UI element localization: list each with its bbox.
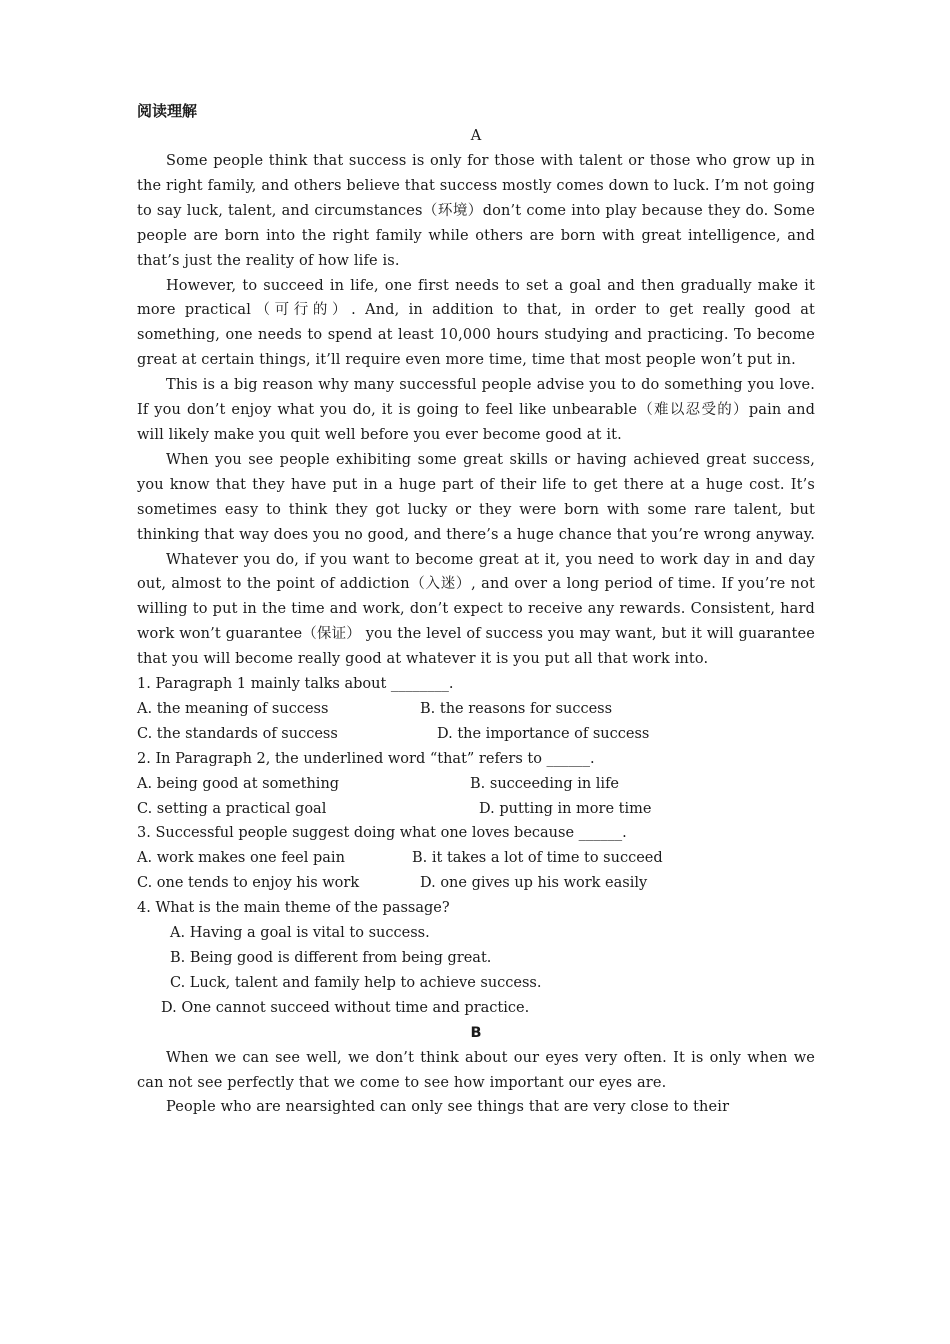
question-4-option-b: B. Being good is different from being great. bbox=[170, 949, 492, 966]
question-4-stem: 4. What is the main theme of the passage? bbox=[137, 900, 450, 917]
question-4-option-c: C. Luck, talent and family help to achieve success. bbox=[170, 974, 542, 991]
question-2-options-row-2 bbox=[137, 797, 815, 822]
question-2-option-d: D. putting in more time bbox=[479, 800, 652, 817]
question-3-options-row-1 bbox=[137, 846, 815, 871]
question-3-option-b: B. it takes a lot of time to succeed bbox=[412, 850, 663, 867]
question-2-stem: 2. In Paragraph 2, the underlined word “that” refers to ______. bbox=[137, 750, 595, 767]
passage-b-paragraph-2: People who are nearsighted can only see things that are very close to their bbox=[166, 1099, 730, 1116]
question-3-option-c: C. one tends to enjoy his work bbox=[137, 875, 360, 892]
passage-a-paragraph-2: However, to succeed in life, one first needs to set a goal and then gradually make it more practical（可行的）. And, in addition to that, in order to get really good at something, one needs to spend at least 10,000 hours studying and practicing. To become great at certain things, it’ll require even more time, time that most people won’t put in. bbox=[137, 277, 815, 369]
passage-a-paragraph-5: Whatever you do, if you want to become great at it, you need to work day in and day out, almost to the point of addiction（入迷）, and over a long period of time. If you’re not willing to put in the time and work, don’t expect to receive any rewards. Consistent, hard work won’t guarantee（保证） you the level of success you may want, but it will guarantee that you will become really good at whatever it is you put all that work into. bbox=[137, 551, 815, 668]
passage-b-paragraph-1: When we can see well, we don’t think about our eyes very often. It is only when we can not see perfectly that we come to see how important our eyes are. bbox=[137, 1049, 815, 1091]
question-4-option-d: D. One cannot succeed without time and practice. bbox=[161, 999, 530, 1016]
page-content bbox=[137, 99, 815, 1120]
question-2-options-row-1 bbox=[137, 772, 815, 797]
question-3-option-a: A. work makes one feel pain bbox=[137, 850, 345, 867]
question-3-options-row-2 bbox=[137, 871, 815, 896]
question-1-options-row-1 bbox=[137, 697, 815, 722]
passage-b-label: B bbox=[470, 1024, 482, 1041]
question-3-option-d: D. one gives up his work easily bbox=[420, 875, 648, 892]
question-2-option-a: A. being good at something bbox=[137, 775, 340, 792]
passage-a-label: A bbox=[470, 128, 482, 144]
question-1-stem: 1. Paragraph 1 mainly talks about ________. bbox=[137, 676, 454, 693]
question-1-option-b: B. the reasons for success bbox=[420, 700, 613, 717]
question-2-option-b: B. succeeding in life bbox=[470, 775, 620, 792]
question-2-option-c: C. setting a practical goal bbox=[137, 800, 327, 817]
section-title: 阅读理解 bbox=[137, 102, 198, 120]
passage-a-paragraph-4: When you see people exhibiting some great skills or having achieved great success, you know that they have put in a huge part of their life to get there at a huge cost. It’s sometimes easy to think they got lucky or they were born with some rare talent, but thinking that way does you no good, and there’s a huge chance that you’re wrong anyway. bbox=[137, 451, 815, 543]
question-1-option-d: D. the importance of success bbox=[437, 725, 650, 742]
question-4-option-a: A. Having a goal is vital to success. bbox=[170, 925, 430, 941]
question-1-options-row-2 bbox=[137, 722, 815, 747]
passage-a-paragraph-3: This is a big reason why many successful people advise you to do something you love. If you don’t enjoy what you do, it is going to feel like unbearable（难以忍受的）pain and will likely make you quit well before you ever become good at it. bbox=[137, 377, 815, 443]
question-3-stem: 3. Successful people suggest doing what one loves because ______. bbox=[137, 825, 627, 842]
passage-a-paragraph-1: Some people think that success is only for those with talent or those who grow up in the right family, and others believe that success mostly comes down to luck. I’m not going to say luck, talent, and circumstances（环境）don’t come into play because they do. Some people are born into the right family while others are born with great intelligence, and that’s just the reality of how life is. bbox=[137, 153, 815, 269]
question-1-option-c: C. the standards of success bbox=[137, 725, 338, 742]
question-1-option-a: A. the meaning of success bbox=[137, 700, 329, 717]
